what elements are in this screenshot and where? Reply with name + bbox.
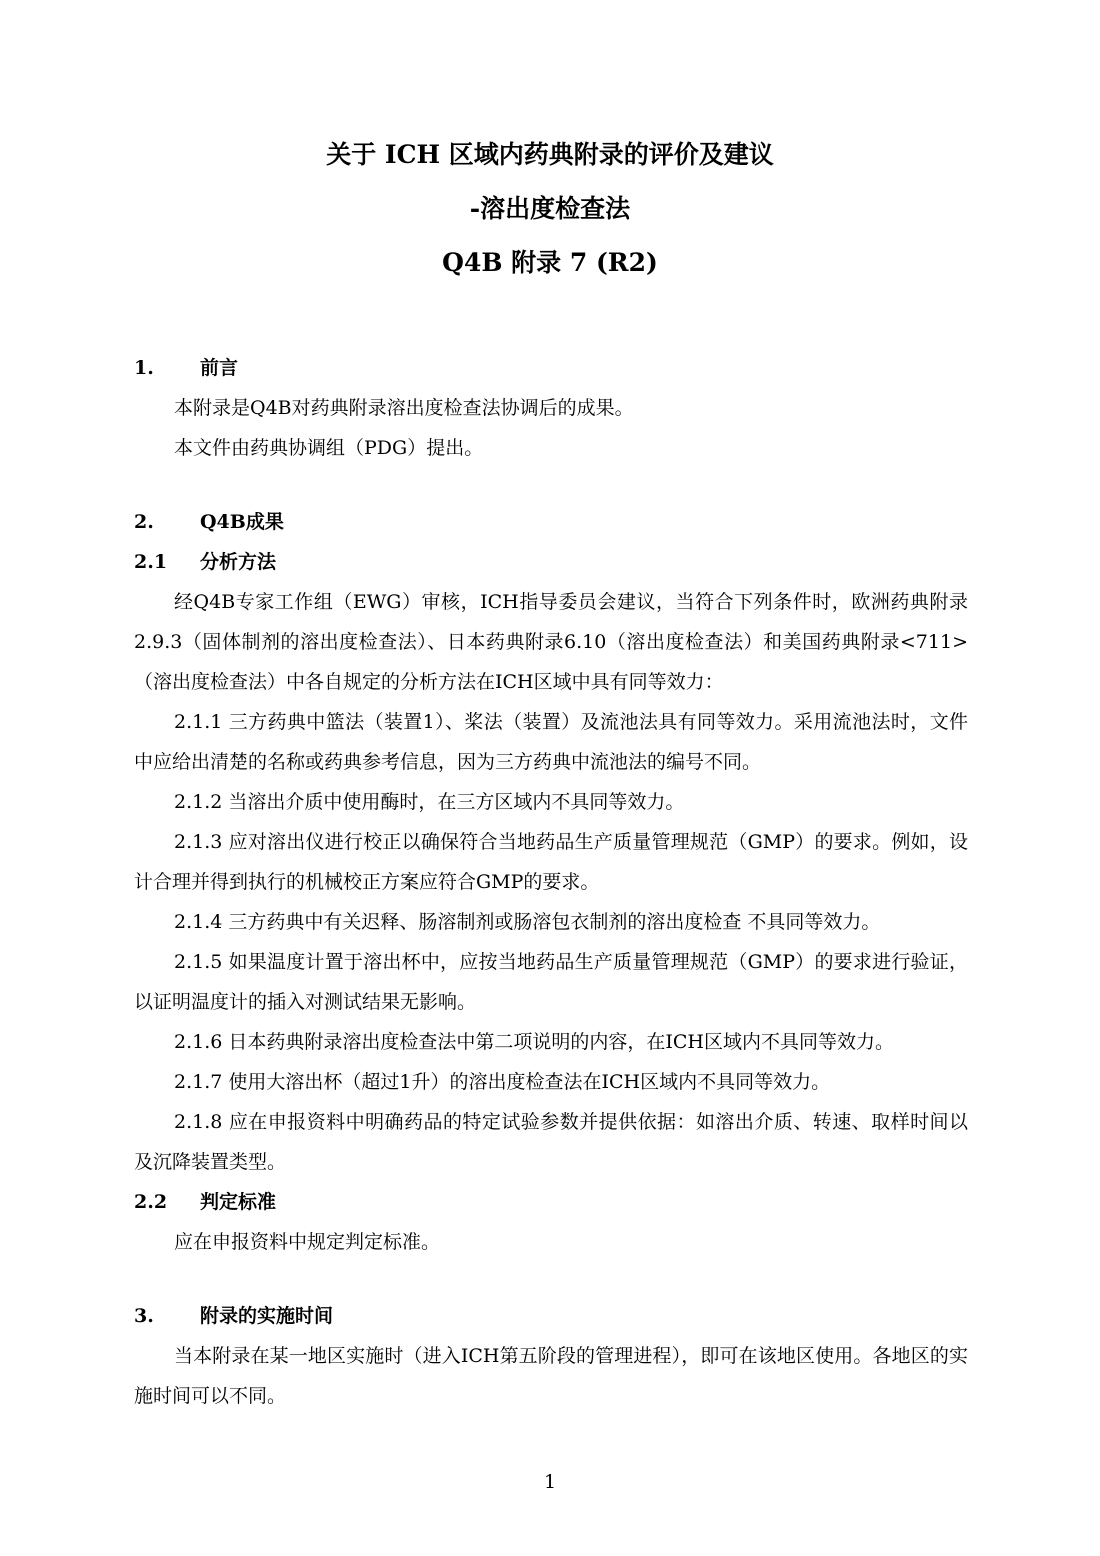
clause-2-1-3: 2.1.3 应对溶出仪进行校正以确保符合当地药品生产质量管理规范（GMP）的要求。例如，设计合理并得到执行的机械校正方案应符合GMP的要求。 [134,831,968,893]
clause-2-1-2: 2.1.2 当溶出介质中使用酶时，在三方区域内不具同等效力。 [174,791,685,813]
paragraph: 本附录是Q4B对药典附录溶出度检查法协调后的成果。 [174,397,634,419]
section-title: 判定标准 [200,1191,277,1213]
section-title: 分析方法 [200,551,277,573]
document-code: Q4B 附录 7 (R2) [442,248,658,277]
section-heading-1 [134,348,968,388]
section-heading-2 [134,502,968,542]
section-title: 附录的实施时间 [200,1305,334,1327]
paragraph: 本文件由药典协调组（PDG）提出。 [174,437,484,459]
paragraph: 应在申报资料中规定判定标准。 [174,1231,441,1253]
document-title: 关于 ICH 区域内药典附录的评价及建议 [326,140,774,169]
document-subtitle: -溶出度检查法 [469,194,631,223]
clause-2-1-7: 2.1.7 使用大溶出杯（超过1升）的溶出度检查法在ICH区域内不具同等效力。 [174,1071,831,1093]
page-number: 1 [543,1471,557,1493]
section-number: 1. [134,357,154,379]
clause-2-1-6: 2.1.6 日本药典附录溶出度检查法中第二项说明的内容，在ICH区域内不具同等效力。 [174,1031,894,1053]
clause-2-1-4: 2.1.4 三方药典中有关迟释、肠溶制剂或肠溶包衣制剂的溶出度检查 不具同等效力。 [174,911,881,933]
section-heading-3 [134,1296,968,1336]
section-title: Q4B成果 [200,511,284,533]
section-number: 2.1 [134,551,168,573]
section-title: 前言 [200,357,239,379]
subsection-heading-2-1 [134,542,968,582]
section-number: 3. [134,1305,154,1327]
paragraph: 经Q4B专家工作组（EWG）审核，ICH指导委员会建议，当符合下列条件时，欧洲药典附录2.9.3（固体制剂的溶出度检查法）、日本药典附录6.10（溶出度检查法）和美国药典附录<711>（溶出度检查法）中各自规定的分析方法在ICH区域中具有同等效力： [134,591,968,693]
subsection-heading-2-2 [134,1182,968,1222]
section-number: 2.2 [134,1191,168,1213]
document-body [134,348,968,1416]
clause-2-1-5: 2.1.5 如果温度计置于溶出杯中，应按当地药品生产质量管理规范（GMP）的要求进行验证，以证明温度计的插入对测试结果无影响。 [134,951,968,1013]
title-block [0,128,1100,290]
clause-2-1-1: 2.1.1 三方药典中篮法（装置1）、桨法（装置）及流池法具有同等效力。采用流池法时，文件中应给出清楚的名称或药典参考信息，因为三方药典中流池法的编号不同。 [134,711,968,773]
clause-2-1-8: 2.1.8 应在申报资料中明确药品的特定试验参数并提供依据：如溶出介质、转速、取样时间以及沉降装置类型。 [134,1111,968,1173]
paragraph: 当本附录在某一地区实施时（进入ICH第五阶段的管理进程），即可在该地区使用。各地区的实施时间可以不同。 [134,1345,968,1407]
section-number: 2. [134,511,154,533]
